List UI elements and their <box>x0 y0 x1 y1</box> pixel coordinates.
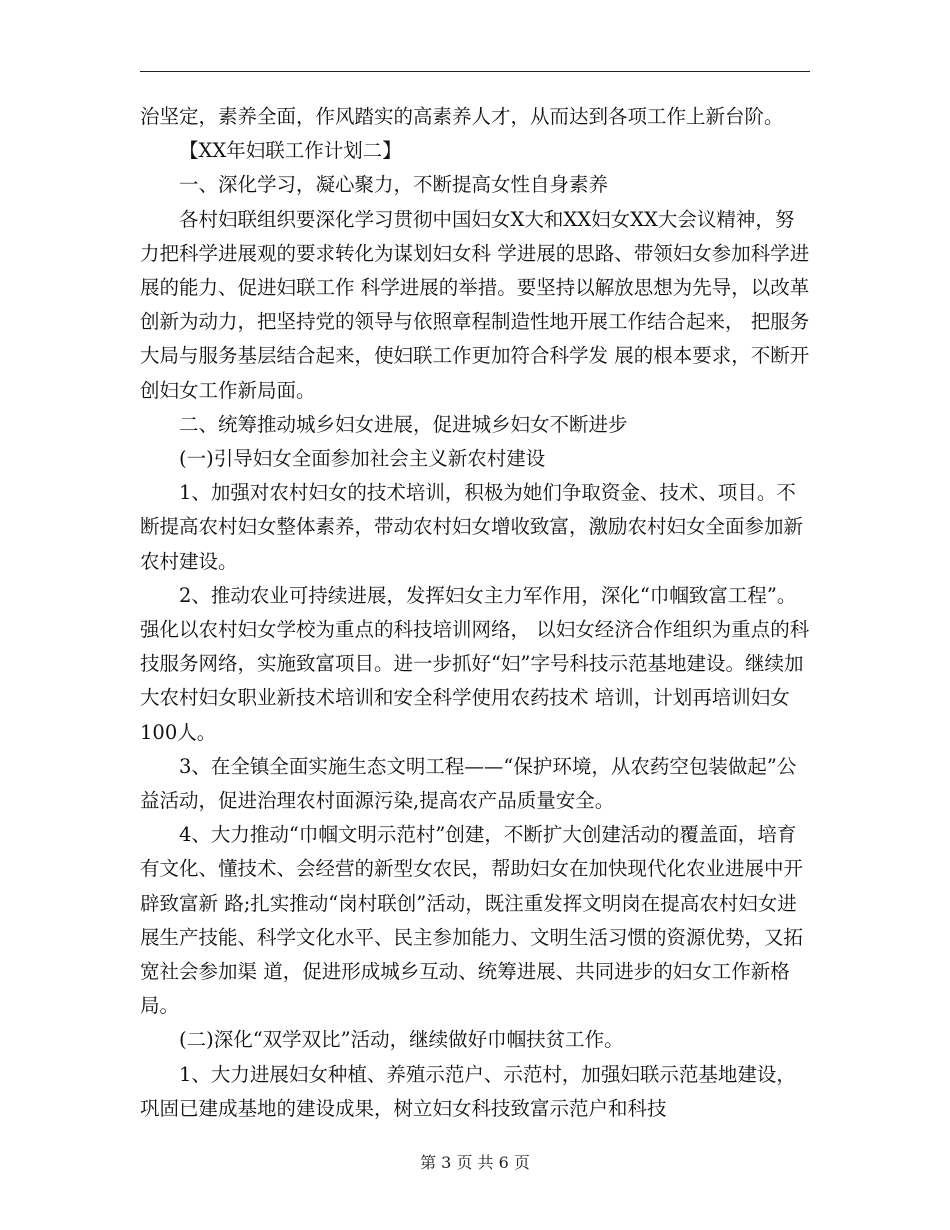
item-2-agriculture: 2、推动农业可持续进展，发挥妇女主力军作用，深化“巾帼致富工程”。强化以农村妇女学校为重点的科技培训网络， 以妇女经济合作组织为重点的科技服务网络，实施致富项目。进一步抓好“妇”字号科技示范基地建设。继续加大农村妇女职业新技术培训和安全科学使用农药技术 培训，计划再培训妇女100人。 <box>140 583 810 744</box>
item-1-training: 1、加强对农村妇女的技术培训，积极为她们争取资金、技术、项目。不断提高农村妇女整体素养，带动农村妇女增收致富，激励农村妇女全面参加新农村建设。 <box>140 481 804 573</box>
subheading-one: (一)引导妇女全面参加社会主义新农村建设 <box>179 447 546 471</box>
item-3-ecology: 3、在全镇全面实施生态文明工程——“保护环境，从农药空包装做起”公益活动，促进治理农村面源污染,提高农产品质量安全。 <box>140 754 797 813</box>
item-4-demonstration-village: 4、大力推动“巾帼文明示范村”创建，不断扩大创建活动的覆盖面，培育有文化、懂技术、会经营的新型女农民，帮助妇女在加快现代化农业进展中开辟致富新 路;扎实推动“岗村联创”活动，既注重发挥文明岗在提高农村妇女进展生产技能、科学文化水平、民主参加能力、文明生活习惯的资源优势，又拓宽社会参加渠 道，促进形成城乡互动、统筹进展、共同进步的妇女工作新格局。 <box>140 823 804 1018</box>
heading-part-one: 一、深化学习，凝心聚力，不断提高女性自身素养 <box>179 173 609 197</box>
document-body <box>140 100 812 1126</box>
heading-part-two: 二、统筹推动城乡妇女进展，促进城乡妇女不断进步 <box>179 412 628 436</box>
subheading-two: (二)深化“双学双比”活动，继续做好巾帼扶贫工作。 <box>179 1028 624 1052</box>
header-rule <box>140 71 810 72</box>
paragraph-continuation: 治坚定，素养全面，作风踏实的高素养人才，从而达到各项工作上新台阶。 <box>140 105 784 128</box>
paragraph-study: 各村妇联组织要深化学习贯彻中国妇女X大和XX妇女XX大会议精神，努力把科学进展观的要求转化为谋划妇女科 学进展的思路、带领妇女参加科学进展的能力、促进妇联工作 科学进展的举措。要坚持以解放思想为先导，以改革创新为动力，把坚持党的领导与依照章程制造性地开展工作结合起来， 把服务大局与服务基层结合起来，使妇联工作更加符合科学发 展的根本要求，不断开创妇女工作新局面。 <box>140 207 810 402</box>
item-1-demonstration-households: 1、大力进展妇女种植、养殖示范户、示范村，加强妇联示范基地建设，巩固已建成基地的建设成果，树立妇女科技致富示范户和科技 <box>140 1062 796 1120</box>
section-heading-plan-two: 【XX年妇联工作计划二】 <box>179 139 402 163</box>
page-footer: 第 3 页 共 6 页 <box>420 1153 530 1172</box>
